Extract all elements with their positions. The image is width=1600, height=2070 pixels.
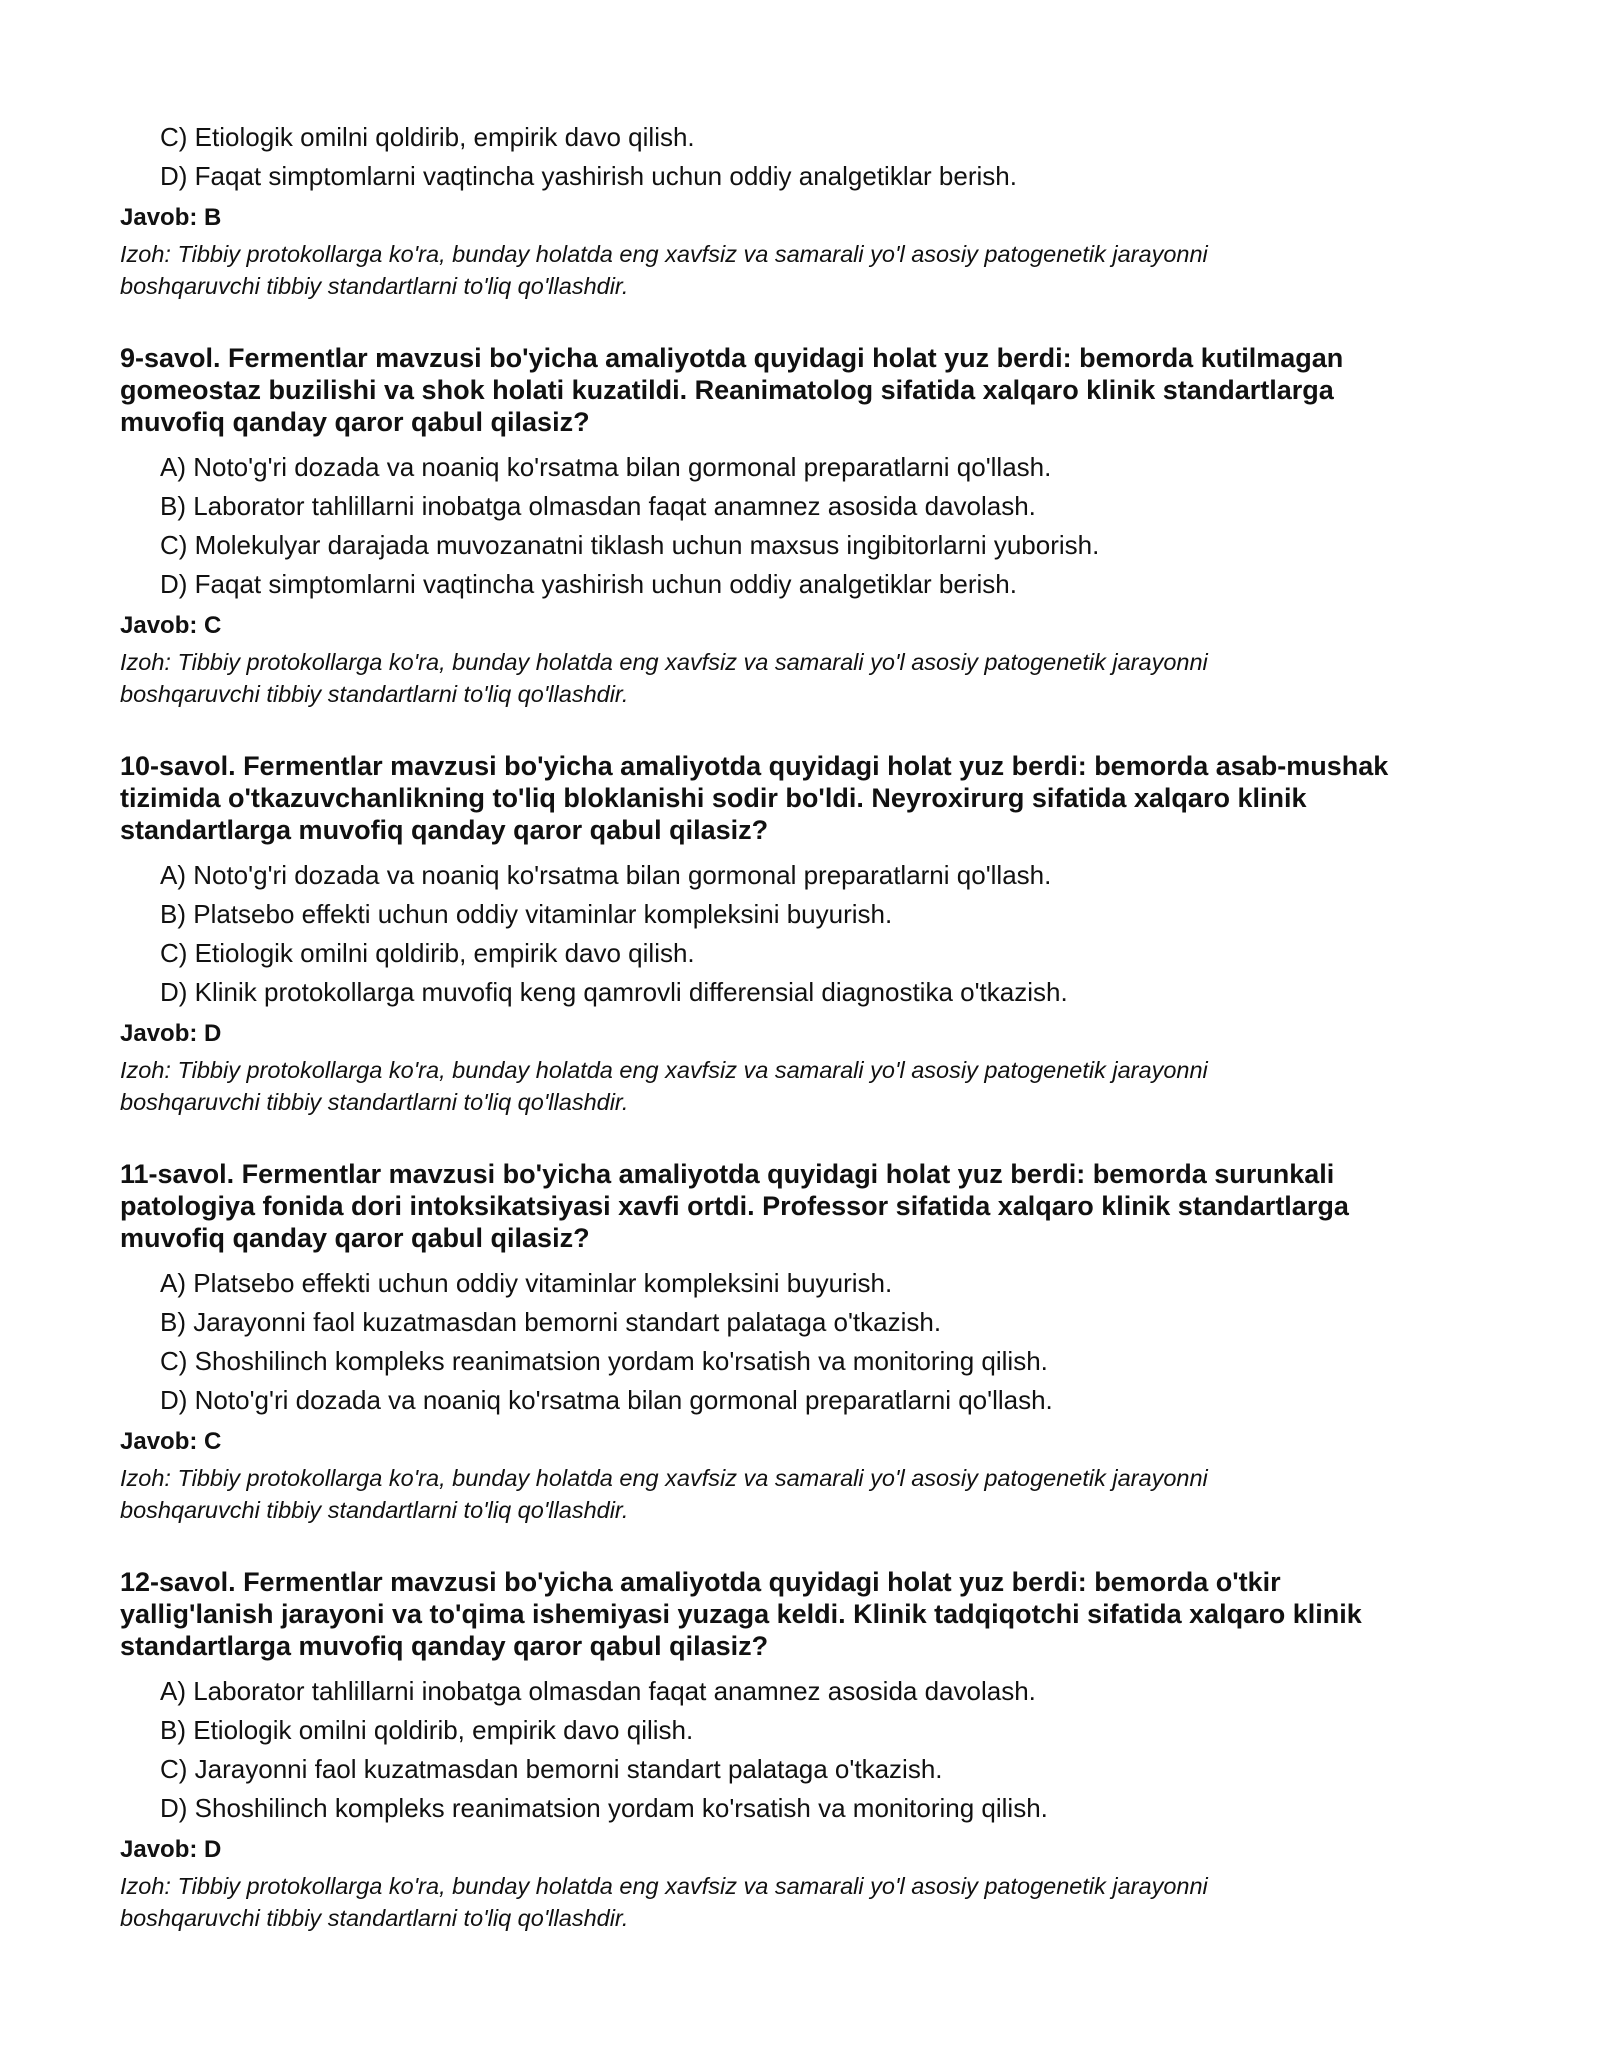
- question-line: patologiya fonida dori intoksikatsiyasi xavfi ortdi. Professor sifatida xalqaro klinik standartlarga: [120, 1191, 1349, 1221]
- question-line: standartlarga muvofiq qanday qaror qabul qilasiz?: [120, 1631, 769, 1661]
- explanation-line: Izoh: Tibbiy protokollarga ko'ra, bunday holatda eng xavfsiz va samarali yo'l asosiy patogenetik jarayonni: [120, 649, 1208, 675]
- explanation: [120, 1870, 1500, 1934]
- answer-option: B) Jarayonni faol kuzatmasdan bemorni standart palataga o'tkazish.: [160, 1307, 942, 1337]
- question-line: yallig'lanish jarayoni va to'qima ishemiyasi yuzaga keldi. Klinik tadqiqotchi sifatida xalqaro klinik: [120, 1599, 1362, 1629]
- explanation-line: Izoh: Tibbiy protokollarga ko'ra, bunday holatda eng xavfsiz va samarali yo'l asosiy patogenetik jarayonni: [120, 1465, 1208, 1491]
- answer-key: Javob: B: [120, 204, 222, 231]
- answer-option: D) Shoshilinch kompleks reanimatsion yordam ko'rsatish va monitoring qilish.: [160, 1793, 1048, 1823]
- explanation-line: boshqaruvchi tibbiy standartlarni to'liq qo'llashdir.: [120, 273, 629, 299]
- question-line: 11-savol. Fermentlar mavzusi bo'yicha amaliyotda quyidagi holat yuz berdi: bemorda surunkali: [120, 1159, 1335, 1189]
- question-line: 12-savol. Fermentlar mavzusi bo'yicha amaliyotda quyidagi holat yuz berdi: bemorda o'tkir: [120, 1567, 1281, 1597]
- question-line: standartlarga muvofiq qanday qaror qabul qilasiz?: [120, 815, 769, 845]
- answer-option: B) Platsebo effekti uchun oddiy vitaminlar kompleksini buyurish.: [160, 899, 893, 929]
- answer-option: A) Noto'g'ri dozada va noaniq ko'rsatma bilan gormonal preparatlarni qo'llash.: [160, 452, 1052, 482]
- answer-key: Javob: C: [120, 1428, 222, 1455]
- answer-option: D) Faqat simptomlarni vaqtincha yashirish uchun oddiy analgetiklar berish.: [160, 569, 1017, 599]
- answer-option: A) Platsebo effekti uchun oddiy vitaminlar kompleksini buyurish.: [160, 1268, 893, 1298]
- explanation-line: boshqaruvchi tibbiy standartlarni to'liq qo'llashdir.: [120, 1089, 629, 1115]
- question-line: muvofiq qanday qaror qabul qilasiz?: [120, 1223, 590, 1253]
- explanation-line: Izoh: Tibbiy protokollarga ko'ra, bunday holatda eng xavfsiz va samarali yo'l asosiy patogenetik jarayonni: [120, 1057, 1208, 1083]
- answer-option: C) Etiologik omilni qoldirib, empirik davo qilish.: [160, 938, 695, 968]
- question-10: [120, 750, 1500, 1118]
- answer-option: D) Faqat simptomlarni vaqtincha yashirish uchun oddiy analgetiklar berish.: [160, 161, 1017, 191]
- answer-key: Javob: D: [120, 1836, 222, 1863]
- question-text: [120, 750, 1500, 846]
- explanation-line: boshqaruvchi tibbiy standartlarni to'liq qo'llashdir.: [120, 1497, 629, 1523]
- explanation: [120, 646, 1500, 710]
- answer-option: D) Noto'g'ri dozada va noaniq ko'rsatma bilan gormonal preparatlarni qo'llash.: [160, 1385, 1053, 1415]
- answer-option: A) Laborator tahlillarni inobatga olmasdan faqat anamnez asosida davolash.: [160, 1676, 1036, 1706]
- explanation: [120, 238, 1500, 302]
- question-line: tizimida o'tkazuvchanlikning to'liq bloklanishi sodir bo'ldi. Neyroxirurg sifatida xalqaro klinik: [120, 783, 1307, 813]
- answer-option: C) Etiologik omilni qoldirib, empirik davo qilish.: [160, 122, 695, 152]
- answer-key: Javob: C: [120, 612, 222, 639]
- question-8-tail: [120, 118, 1500, 302]
- question-text: [120, 1566, 1500, 1662]
- question-12: [120, 1566, 1500, 1934]
- explanation: [120, 1054, 1500, 1118]
- explanation-line: Izoh: Tibbiy protokollarga ko'ra, bunday holatda eng xavfsiz va samarali yo'l asosiy patogenetik jarayonni: [120, 241, 1208, 267]
- answer-option: A) Noto'g'ri dozada va noaniq ko'rsatma bilan gormonal preparatlarni qo'llash.: [160, 860, 1052, 890]
- answer-option: C) Molekulyar darajada muvozanatni tiklash uchun maxsus ingibitorlarni yuborish.: [160, 530, 1100, 560]
- answer-option: B) Laborator tahlillarni inobatga olmasdan faqat anamnez asosida davolash.: [160, 491, 1036, 521]
- answer-key: Javob: D: [120, 1020, 222, 1047]
- explanation-line: Izoh: Tibbiy protokollarga ko'ra, bunday holatda eng xavfsiz va samarali yo'l asosiy patogenetik jarayonni: [120, 1873, 1208, 1899]
- answer-option: C) Shoshilinch kompleks reanimatsion yordam ko'rsatish va monitoring qilish.: [160, 1346, 1048, 1376]
- answer-option: B) Etiologik omilni qoldirib, empirik davo qilish.: [160, 1715, 694, 1745]
- question-text: [120, 1158, 1500, 1254]
- explanation-line: boshqaruvchi tibbiy standartlarni to'liq qo'llashdir.: [120, 1905, 629, 1931]
- answer-option: C) Jarayonni faol kuzatmasdan bemorni standart palataga o'tkazish.: [160, 1754, 943, 1784]
- answer-option: D) Klinik protokollarga muvofiq keng qamrovli differensial diagnostika o'tkazish.: [160, 977, 1068, 1007]
- question-line: 10-savol. Fermentlar mavzusi bo'yicha amaliyotda quyidagi holat yuz berdi: bemorda asab-mushak: [120, 751, 1389, 781]
- question-11: [120, 1158, 1500, 1526]
- question-line: 9-savol. Fermentlar mavzusi bo'yicha amaliyotda quyidagi holat yuz berdi: bemorda kutilmagan: [120, 343, 1344, 373]
- explanation-line: boshqaruvchi tibbiy standartlarni to'liq qo'llashdir.: [120, 681, 629, 707]
- explanation: [120, 1462, 1500, 1526]
- document-page: [120, 118, 1500, 1934]
- question-9: [120, 342, 1500, 710]
- question-text: [120, 342, 1500, 438]
- question-line: muvofiq qanday qaror qabul qilasiz?: [120, 407, 590, 437]
- question-line: gomeostaz buzilishi va shok holati kuzatildi. Reanimatolog sifatida xalqaro klinik standartlarga: [120, 375, 1334, 405]
